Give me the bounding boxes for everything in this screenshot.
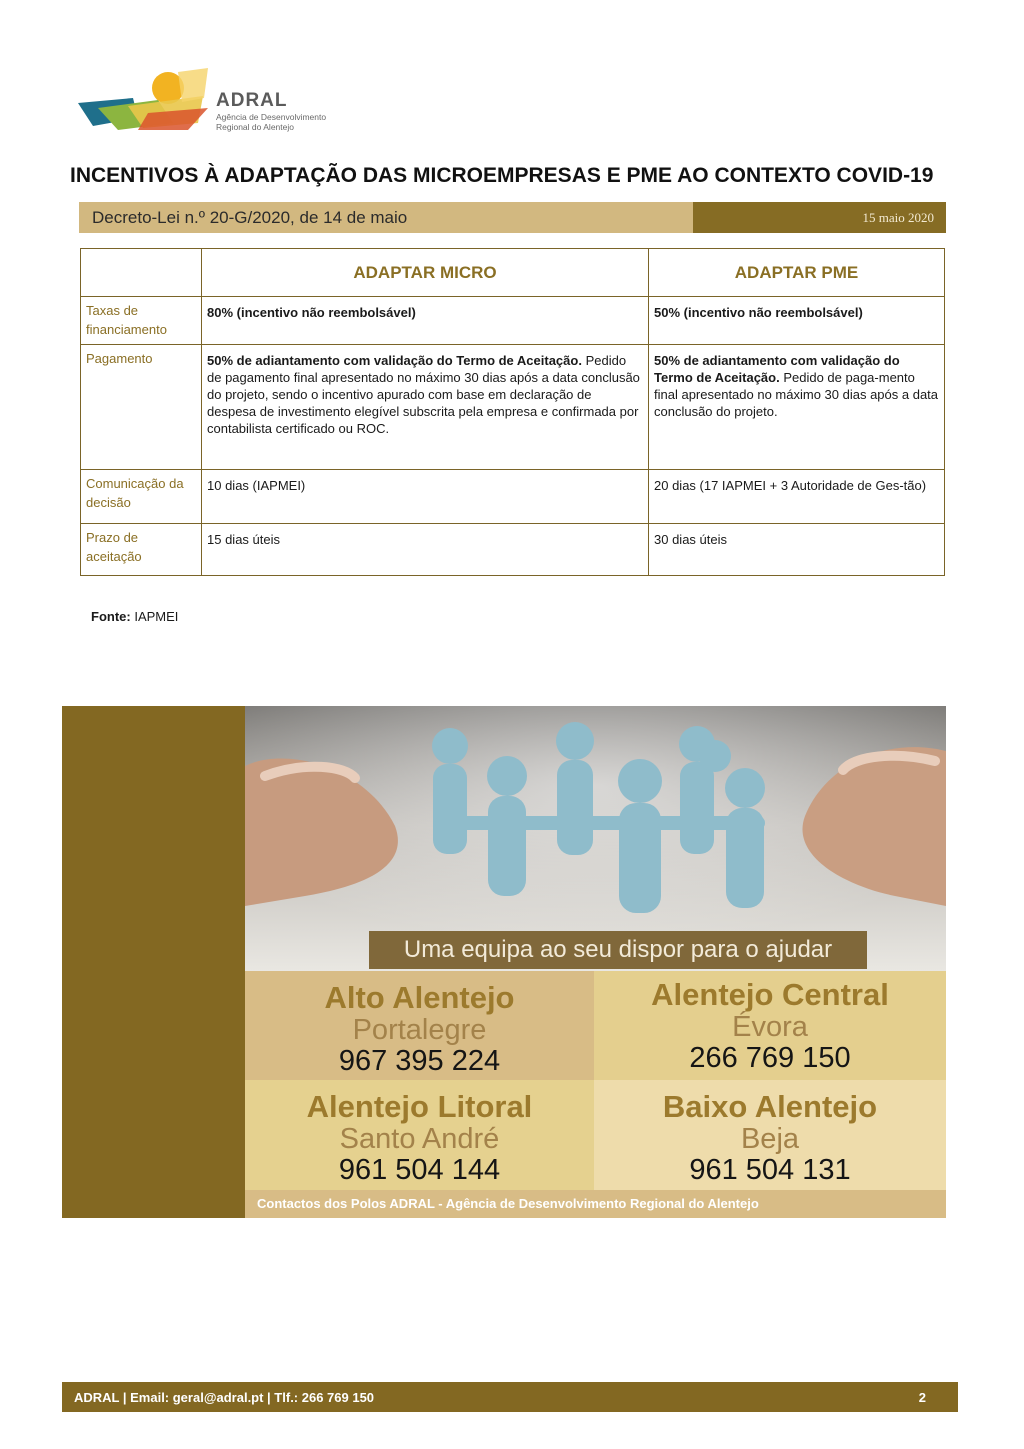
logo-subtitle-1: Agência de Desenvolvimento xyxy=(216,112,327,122)
cell-pme-bold: 50% de adiantamento com validação do Termo de Aceitação. xyxy=(654,353,900,385)
table-row xyxy=(81,345,945,470)
decree-bar xyxy=(79,202,946,233)
page-number: 2 xyxy=(918,1390,926,1405)
page-footer xyxy=(62,1382,958,1412)
polo-phone: 961 504 131 xyxy=(689,1154,851,1186)
cell-pme xyxy=(649,345,945,470)
source-note xyxy=(91,609,178,624)
table-row xyxy=(81,524,945,576)
cell-pme xyxy=(649,524,945,576)
source-value: IAPMEI xyxy=(130,609,179,624)
polo-card-baixo-alentejo xyxy=(594,1080,946,1190)
cell-pme xyxy=(649,470,945,524)
cell-micro xyxy=(202,345,649,470)
polo-region: Alentejo Central xyxy=(651,977,889,1012)
cell-micro-text: 15 dias úteis xyxy=(207,532,280,547)
row-label: Taxas de financiamento xyxy=(81,297,202,345)
polo-city: Évora xyxy=(732,1011,808,1043)
cell-micro-bold: 80% (incentivo não reembolsável) xyxy=(207,305,416,320)
cell-pme-text: Pedido de paga-mento final apresentado no máximo 30 dias após a data conclusão do projeto. xyxy=(654,370,939,419)
cell-micro-bold: 50% de adiantamento com validação do Termo de Aceitação. xyxy=(207,353,582,368)
cell-micro xyxy=(202,470,649,524)
banner-slogan: Uma equipa ao seu dispor para o ajudar xyxy=(369,931,867,969)
polo-region: Alentejo Litoral xyxy=(306,1089,533,1124)
row-label: Prazo de aceitação xyxy=(81,524,202,576)
polo-city: Beja xyxy=(740,1123,800,1155)
cell-pme-text: 20 dias (17 IAPMEI + 3 Autoridade de Ges-tão) xyxy=(654,478,927,493)
cell-pme-text: 30 dias úteis xyxy=(654,532,727,547)
contacts-banner xyxy=(62,706,946,1218)
polo-card-alentejo-central xyxy=(594,971,946,1080)
cell-micro-text: 10 dias (IAPMEI) xyxy=(207,478,306,493)
polo-card-alentejo-litoral xyxy=(245,1080,594,1190)
cell-pme-bold: 50% (incentivo não reembolsável) xyxy=(654,305,863,320)
incentive-table xyxy=(80,248,945,576)
decree-date: 15 maio 2020 xyxy=(862,210,934,225)
adral-logo xyxy=(78,68,328,134)
document-title: INCENTIVOS À ADAPTAÇÃO DAS MICROEMPRESAS E PME AO CONTEXTO COVID-19 xyxy=(70,164,934,187)
polo-city: Santo André xyxy=(339,1123,500,1155)
header-adaptar-pme: ADAPTAR PME xyxy=(649,249,945,297)
cell-micro xyxy=(202,524,649,576)
cell-micro-text: Pedido de pagamento final apresentado no máximo 30 dias após a data conclusão do projeto, sendo o incentivo apurado com base em declaração de despesa de investimento elegível subscrita pela empresa e confirmada por contabilista certificado ou ROC. xyxy=(207,353,640,436)
polo-card-alto-alentejo xyxy=(245,971,594,1080)
polo-phone: 266 769 150 xyxy=(689,1042,851,1074)
table-row xyxy=(81,297,945,345)
table-row xyxy=(81,470,945,524)
polo-phone: 961 504 144 xyxy=(338,1154,501,1186)
header-empty xyxy=(81,249,202,297)
cell-pme xyxy=(649,297,945,345)
decree-text: Decreto-Lei n.º 20-G/2020, de 14 de maio xyxy=(92,208,408,227)
logo-name: ADRAL xyxy=(216,90,288,111)
banner-side-bar xyxy=(62,706,245,1218)
footer-contacts: ADRAL | Email: geral@adral.pt | Tlf.: 266 769 150 xyxy=(74,1390,375,1405)
header-adaptar-micro: ADAPTAR MICRO xyxy=(202,249,649,297)
logo-subtitle-2: Regional do Alentejo xyxy=(216,122,294,132)
row-label: Comunicação da decisão xyxy=(81,470,202,524)
row-label: Pagamento xyxy=(81,345,202,470)
cell-micro xyxy=(202,297,649,345)
polo-region: Baixo Alentejo xyxy=(662,1089,878,1124)
banner-caption: Contactos dos Polos ADRAL - Agência de Desenvolvimento Regional do Alentejo xyxy=(245,1190,946,1218)
decree-bar-left xyxy=(79,202,693,233)
polo-phone: 967 395 224 xyxy=(338,1045,501,1077)
table-header-row xyxy=(81,249,945,297)
polo-region: Alto Alentejo xyxy=(324,980,515,1015)
decree-bar-right xyxy=(693,202,946,233)
source-label: Fonte: xyxy=(91,609,131,624)
logo-mark-icon xyxy=(78,68,210,134)
polo-city: Portalegre xyxy=(352,1014,487,1046)
